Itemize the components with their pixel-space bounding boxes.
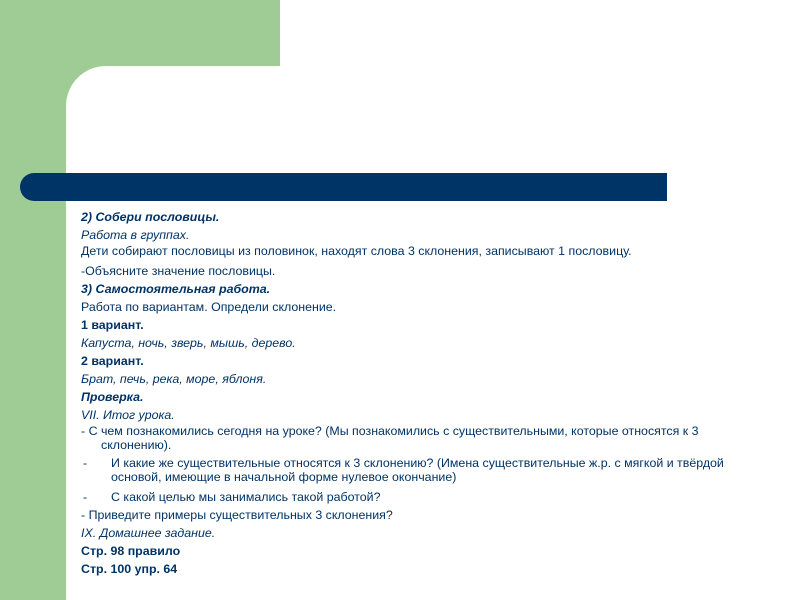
title-bar	[20, 173, 667, 201]
slide-body	[81, 208, 761, 578]
variant-2-words: Брат, печь, река, море, яблоня.	[81, 371, 267, 386]
lesson-summary-heading: VII. Итог урока.	[81, 407, 175, 422]
heading-independent-work: 3) Самостоятельная работа.	[81, 281, 271, 296]
bullet-marker: -	[83, 455, 88, 470]
variant-2-label: 2 вариант.	[81, 353, 144, 368]
homework-heading: IX. Домашнее задание.	[81, 525, 216, 540]
children-task-text: Дети собирают пословицы из половинок, находят слова 3 склонения, записывают 1 пословицу.	[81, 244, 632, 258]
bullet-item-1	[81, 456, 751, 485]
explain-proverb-text: -Объясните значение пословицы.	[81, 263, 276, 278]
group-work-text: Работа в группах.	[81, 228, 190, 242]
bullet-item-2	[81, 488, 761, 506]
question-4: - Приведите примеры существительных 3 склонения?	[81, 507, 393, 522]
question-1: - С чем познакомились сегодня на уроке? (Мы познакомились с существительными, которые относятся к 3 склонению).	[81, 423, 699, 452]
heading-collect-proverbs: 2) Собери пословицы.	[81, 210, 220, 224]
bullet-marker: -	[83, 489, 88, 504]
check-heading: Проверка.	[81, 389, 144, 404]
variant-1-label: 1 вариант.	[81, 317, 144, 332]
homework-rule: Стр. 98 правило	[81, 543, 181, 558]
variant-work-text: Работа по вариантам. Определи склонение.	[81, 299, 337, 314]
variant-1-words: Капуста, ночь, зверь, мышь, дерево.	[81, 335, 296, 350]
homework-exercise: Стр. 100 упр. 64	[81, 561, 178, 576]
question-3: С какой целью мы занимались такой работой?	[111, 489, 381, 504]
question-2: И какие же существительные относятся к 3 склонению? (Имена существительные ж.р. с мягкой и твёрдой основой, имеющие в начальной форме нулевое окончание)	[111, 455, 724, 484]
